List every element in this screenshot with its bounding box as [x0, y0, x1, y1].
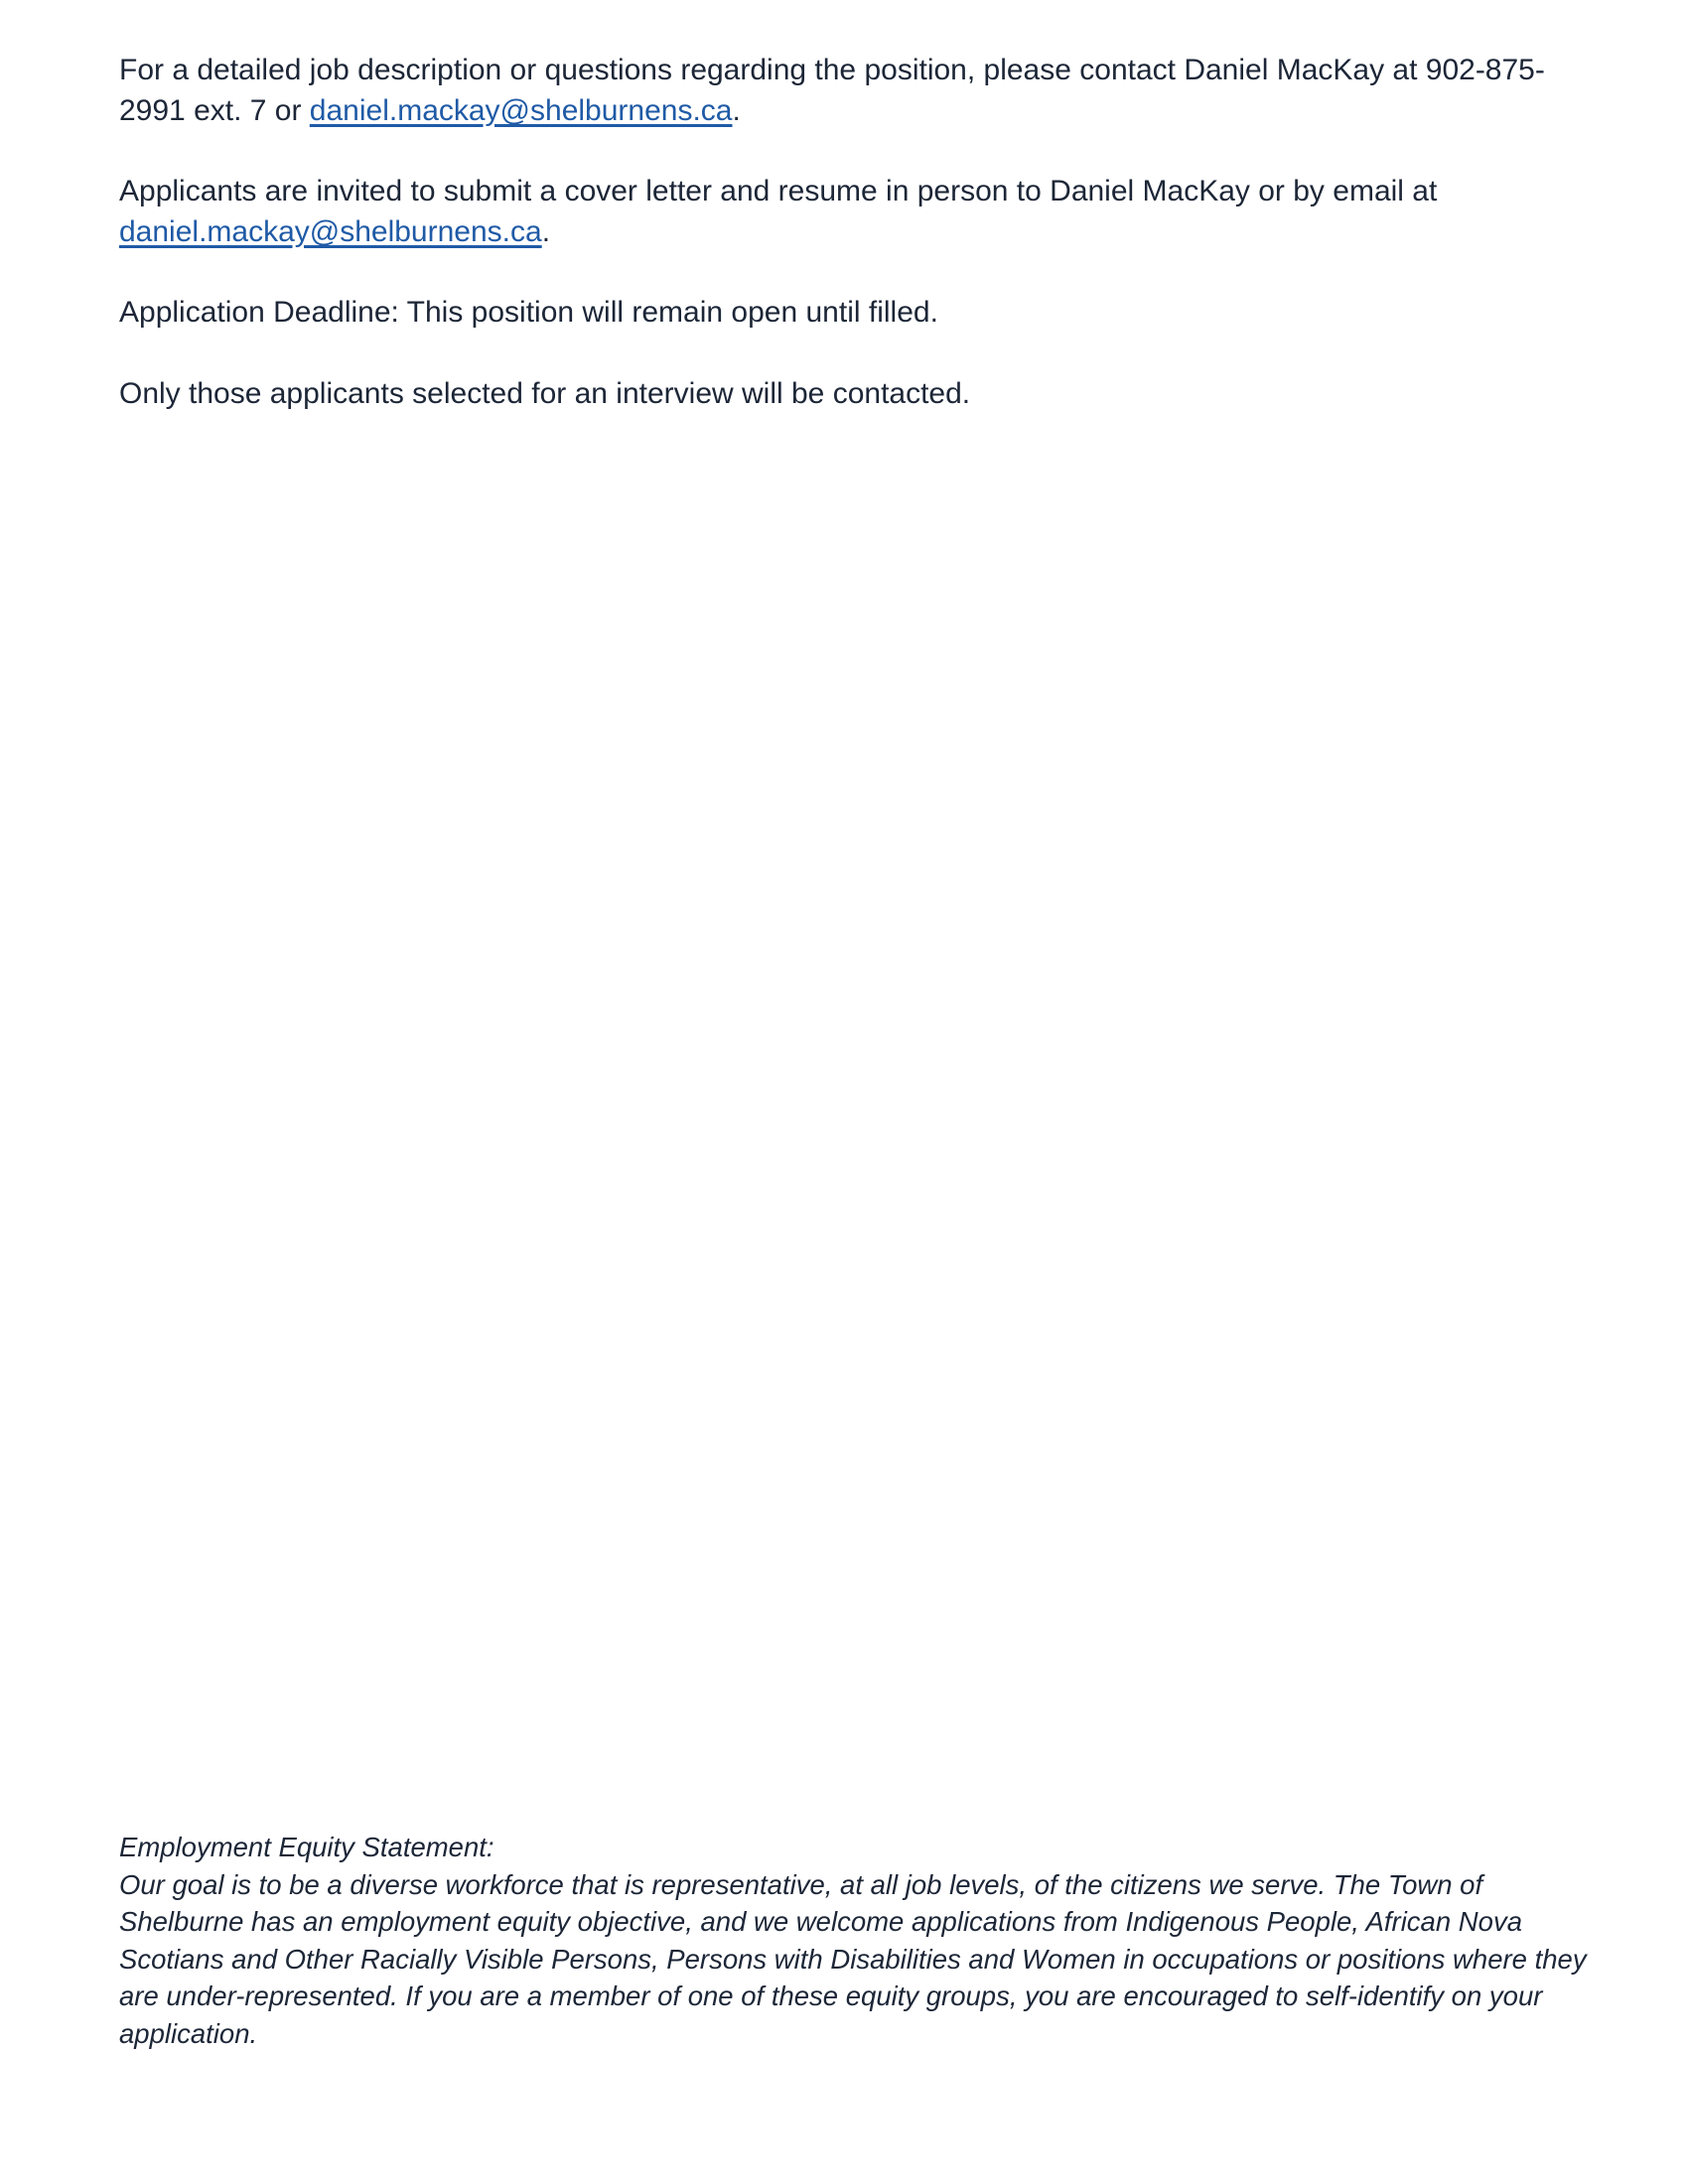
interview-note: Only those applicants selected for an interview will be contacted. [119, 377, 971, 410]
submission-paragraph [119, 171, 1569, 252]
equity-body: Our goal is to be a diverse workforce that is representative, at all job levels, of the citizens we serve. The Town of Shelburne has an employment equity objective, and we welcome applications from Indigenous People, African Nova Scotians and Other Racially Visible Persons, Persons with Disabilities and Women in occupations or positions where they are under-represented. If you are a member of one of these equity groups, you are encouraged to self-identify on your application. [119, 1868, 1587, 2049]
submission-text: Applicants are invited to submit a cover letter and resume in person to Daniel MacKay or by email at [119, 175, 1438, 207]
equity-heading: Employment Equity Statement: [119, 1832, 494, 1862]
submission-text-end: . [541, 215, 551, 248]
contact-text-end: . [732, 94, 741, 127]
submission-email-link[interactable]: daniel.mackay@shelburnens.ca [119, 215, 542, 248]
equity-statement [119, 1829, 1589, 2052]
contact-email-link[interactable]: daniel.mackay@shelburnens.ca [309, 94, 733, 127]
contact-paragraph [119, 50, 1569, 131]
deadline-paragraph: Application Deadline: This position will remain open until filled. [119, 296, 938, 329]
contact-text: For a detailed job description or questions regarding the position, please contact Daniel MacKay at 902-875-2991 ext. 7 or [119, 54, 1545, 127]
